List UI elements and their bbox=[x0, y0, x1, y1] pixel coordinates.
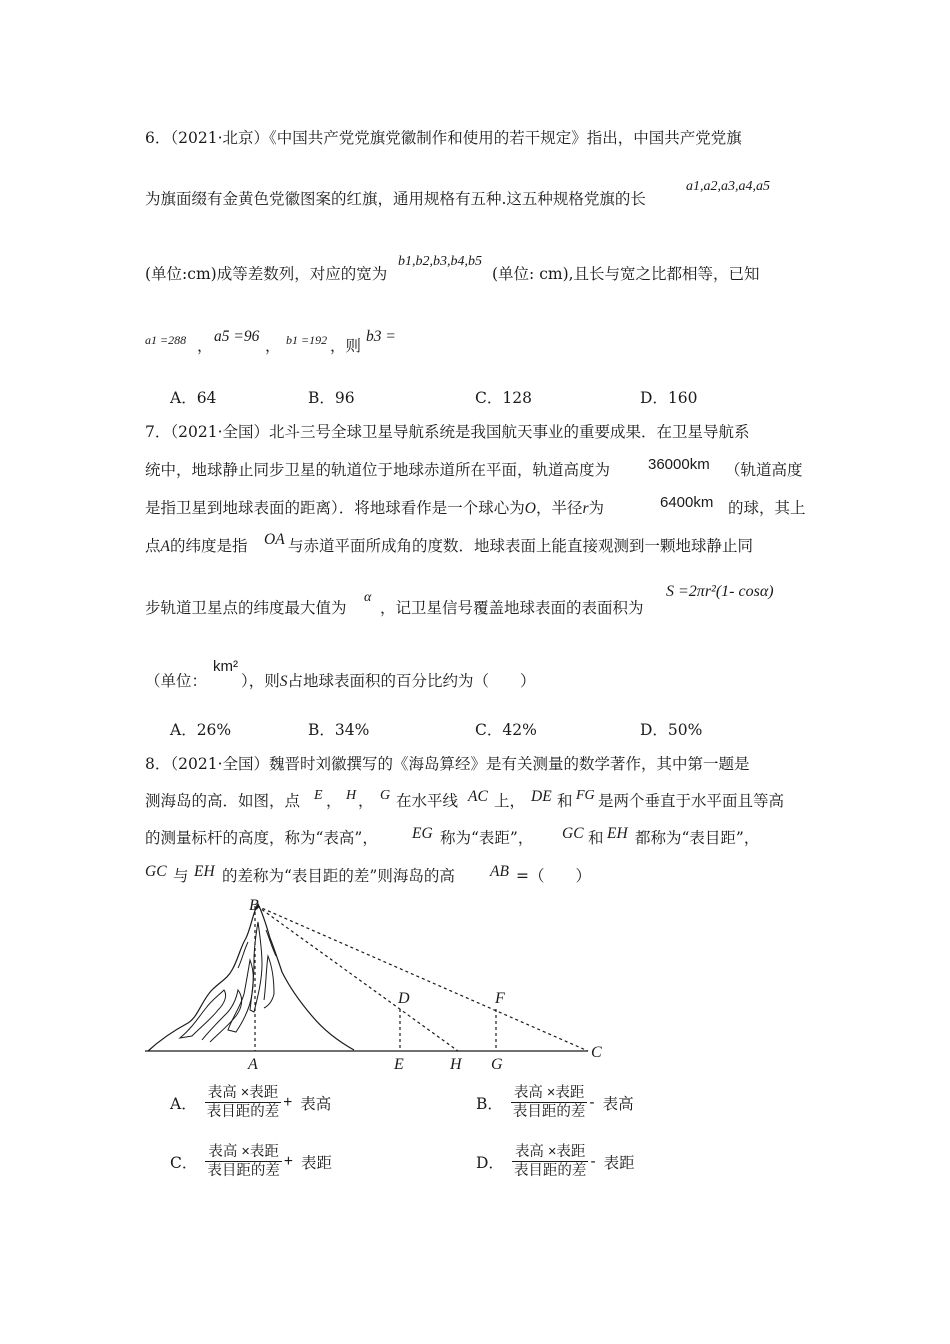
q7-source: （2021·全国） bbox=[170, 423, 269, 441]
choice-operator: - bbox=[589, 1093, 595, 1111]
q8-source: （2021·全国） bbox=[170, 755, 269, 773]
q7-text: 是指卫星到地球表面的距离）．将地球看作是一个球心为 bbox=[145, 499, 525, 517]
q7-option-b[interactable]: B．34% bbox=[308, 721, 370, 739]
q6-comma: ， bbox=[197, 337, 213, 355]
q8-l4c: =（ ） bbox=[516, 867, 591, 885]
label-G: G bbox=[491, 1056, 503, 1073]
q8-GC-2: GC bbox=[145, 863, 167, 880]
q6-line-2 bbox=[145, 189, 646, 209]
q7-text: ），则 bbox=[241, 672, 280, 690]
choice-fraction bbox=[205, 1084, 282, 1121]
fraction-denominator: 表目距的差 bbox=[207, 1163, 280, 1179]
q7-line-5b: ，记卫星信号覆盖地球表面的表面积为 bbox=[380, 599, 644, 617]
q8-EH-2: EH bbox=[194, 863, 215, 880]
q6-option-a[interactable]: A．64 bbox=[170, 389, 217, 407]
q7-formula: S =2πr²(1- cosα) bbox=[666, 583, 774, 600]
q8-line-2 bbox=[145, 791, 300, 811]
sight-line-BH bbox=[257, 906, 458, 1051]
q7-line-5 bbox=[145, 598, 347, 618]
mountain-contour bbox=[202, 990, 242, 1042]
q8-yu: 与 bbox=[173, 867, 189, 885]
q7-number: 7． bbox=[145, 423, 171, 441]
q8-l3b: 称为“表距”， bbox=[440, 829, 534, 847]
q7-text: 点 bbox=[145, 537, 161, 555]
q6-number: 6． bbox=[145, 129, 171, 147]
choice-tail: 表高 bbox=[300, 1094, 332, 1113]
q8-line-1 bbox=[145, 754, 750, 774]
q6-a-sequence: a1,a2,a3,a4,a5 bbox=[686, 179, 770, 194]
choice-fraction bbox=[511, 1084, 588, 1121]
q6-cond-a5: a5 =96 bbox=[214, 328, 260, 345]
label-F: F bbox=[495, 990, 505, 1007]
q8-point-H: H bbox=[346, 788, 357, 803]
label-A: A bbox=[248, 1056, 258, 1073]
fraction-numerator: 表高 ×表距 bbox=[512, 1143, 589, 1162]
choice-letter: B． bbox=[476, 1094, 503, 1113]
q8-l4b: 的差称为“表目距的差”则海岛的高 bbox=[222, 867, 455, 885]
choice-letter: C． bbox=[170, 1153, 198, 1172]
q7-line-6b bbox=[241, 671, 536, 692]
q7-OA: OA bbox=[264, 531, 285, 548]
mountain-contour bbox=[180, 990, 226, 1038]
q6-line-3 bbox=[145, 264, 387, 284]
q7-text: 统中，地球静止同步卫星的轨道位于地球赤道所在平面，轨道高度为 bbox=[145, 461, 611, 479]
q6-text: 《中国共产党党旗党徽制作和使用的若干规定》指出，中国共产党党旗 bbox=[269, 129, 742, 147]
q6-cond-b1: b1 =192 bbox=[286, 333, 328, 347]
q8-text: 魏晋时刘徽撰写的《海岛算经》是有关测量的数学著作，其中第一题是 bbox=[269, 755, 750, 773]
q8-FG: FG bbox=[576, 788, 595, 803]
q8-point-G: G bbox=[380, 788, 391, 803]
label-C: C bbox=[591, 1044, 602, 1061]
q7-line-2 bbox=[145, 460, 610, 480]
q6-comma: ， bbox=[265, 337, 281, 355]
q7-option-c[interactable]: C．42% bbox=[475, 721, 537, 739]
q6-cond-a1: a1 =288 bbox=[145, 333, 187, 347]
q7-text: ，半径 bbox=[535, 499, 583, 517]
choice-letter: A． bbox=[170, 1094, 197, 1113]
fraction-denominator: 表目距的差 bbox=[206, 1104, 280, 1120]
q8-text: 测海岛的高．如图，点 bbox=[145, 792, 301, 810]
choice-letter: D． bbox=[476, 1153, 504, 1172]
q8-choice-c[interactable] bbox=[170, 1143, 332, 1180]
q6-option-d[interactable]: D．160 bbox=[640, 389, 698, 407]
q7-unit: km² bbox=[213, 658, 238, 675]
q6-ask: b3 = bbox=[366, 328, 396, 345]
mountain-contour bbox=[264, 956, 274, 1008]
q7-line-3d: 的球，其上 bbox=[728, 499, 806, 517]
q7-line-1 bbox=[145, 422, 750, 442]
island-figure bbox=[140, 890, 620, 1080]
choice-fraction bbox=[512, 1143, 589, 1180]
choice-tail: 表距 bbox=[300, 1153, 332, 1172]
q8-GC: GC bbox=[562, 825, 584, 842]
fraction-numerator: 表高 ×表距 bbox=[205, 1143, 282, 1162]
q8-comma: ， bbox=[358, 792, 374, 810]
fraction-numerator: 表高 ×表距 bbox=[511, 1084, 588, 1103]
q7-alpha: α bbox=[364, 590, 372, 605]
choice-operator: - bbox=[590, 1152, 596, 1170]
q7-text: 为 bbox=[588, 499, 605, 517]
q8-text: 的测量标杆的高度，称为“表高”， bbox=[145, 829, 378, 847]
q7-center-O: O bbox=[524, 500, 536, 517]
choice-operator: + bbox=[283, 1093, 293, 1111]
fraction-denominator: 表目距的差 bbox=[512, 1104, 586, 1120]
q8-comma: ， bbox=[326, 792, 342, 810]
q6-line-3b: (单位: cm),且长与宽之比都相等，已知 bbox=[492, 265, 760, 283]
q6-then: ，则 bbox=[330, 337, 362, 355]
fraction-denominator: 表目距的差 bbox=[513, 1163, 587, 1179]
q7-text: 的纬度是指 bbox=[169, 537, 248, 555]
q8-DE: DE bbox=[531, 788, 552, 805]
q7-text: 北斗三号全球卫星导航系统是我国航天事业的重要成果．在卫星导航系 bbox=[269, 423, 750, 441]
q7-text: 步轨道卫星点的纬度最大值为 bbox=[145, 599, 347, 617]
q7-line-2b: （轨道高度 bbox=[725, 461, 803, 479]
choice-tail: 表高 bbox=[602, 1094, 634, 1113]
q8-he: 和 bbox=[557, 792, 573, 810]
q7-line-4 bbox=[145, 536, 248, 557]
q8-l2c: 上， bbox=[494, 792, 526, 810]
fraction-numerator: 表高 ×表距 bbox=[205, 1084, 282, 1103]
q8-EG: EG bbox=[412, 825, 433, 842]
sight-line-BC bbox=[257, 906, 588, 1051]
choice-fraction bbox=[205, 1143, 282, 1180]
q6-text: (单位:cm)成等差数列，对应的宽为 bbox=[145, 265, 388, 283]
q7-text: 占地球表面积的百分比约为（ ） bbox=[287, 672, 536, 690]
q8-AC: AC bbox=[468, 788, 488, 805]
q7-option-d[interactable]: D．50% bbox=[640, 721, 703, 739]
choice-operator: + bbox=[283, 1152, 293, 1170]
q6-b-sequence: b1,b2,b3,b4,b5 bbox=[398, 254, 482, 269]
q6-text: 为旗面缀有金黄色党徽图案的红旗，通用规格有五种.这五种规格党旗的长 bbox=[145, 190, 646, 208]
q8-choice-b[interactable] bbox=[476, 1084, 634, 1121]
mountain-outline bbox=[148, 904, 354, 1051]
q7-line-6 bbox=[145, 671, 207, 691]
q8-point-E: E bbox=[314, 788, 323, 803]
q7-option-a[interactable]: A．26% bbox=[170, 721, 232, 739]
label-D: D bbox=[398, 990, 410, 1007]
q8-he: 和 bbox=[588, 829, 604, 847]
q6-option-b[interactable]: B．96 bbox=[308, 389, 355, 407]
q7-S: S bbox=[279, 673, 288, 690]
q8-l3c: 都称为“表目距”， bbox=[635, 829, 760, 847]
q6-source: （2021·北京） bbox=[170, 129, 269, 147]
q7-line-3 bbox=[145, 498, 604, 519]
q8-choice-a[interactable] bbox=[170, 1084, 331, 1121]
q7-line-4c: 与赤道平面所成角的度数．地球表面上能直接观测到一颗地球静止同 bbox=[288, 537, 754, 555]
q8-l2b: 在水平线 bbox=[396, 792, 459, 810]
q7-point-A: A bbox=[160, 538, 170, 555]
label-B: B bbox=[249, 897, 259, 914]
q8-line-3 bbox=[145, 828, 378, 848]
q8-choice-d[interactable] bbox=[476, 1143, 635, 1180]
q7-text: （单位： bbox=[145, 672, 208, 690]
q7-radius-value: 6400km bbox=[660, 494, 714, 511]
q8-EH: EH bbox=[607, 825, 628, 842]
q6-option-c[interactable]: C．128 bbox=[475, 389, 532, 407]
label-E: E bbox=[394, 1056, 404, 1073]
q7-height-value: 36000km bbox=[648, 456, 710, 473]
choice-tail: 表距 bbox=[603, 1153, 635, 1172]
q8-AB: AB bbox=[490, 863, 509, 880]
q6-line-1 bbox=[145, 128, 742, 148]
q8-l2d: 是两个垂直于水平面且等高 bbox=[598, 792, 785, 810]
q8-number: 8． bbox=[145, 755, 171, 773]
q7-radius-r: r bbox=[582, 500, 589, 517]
label-H: H bbox=[450, 1056, 462, 1073]
